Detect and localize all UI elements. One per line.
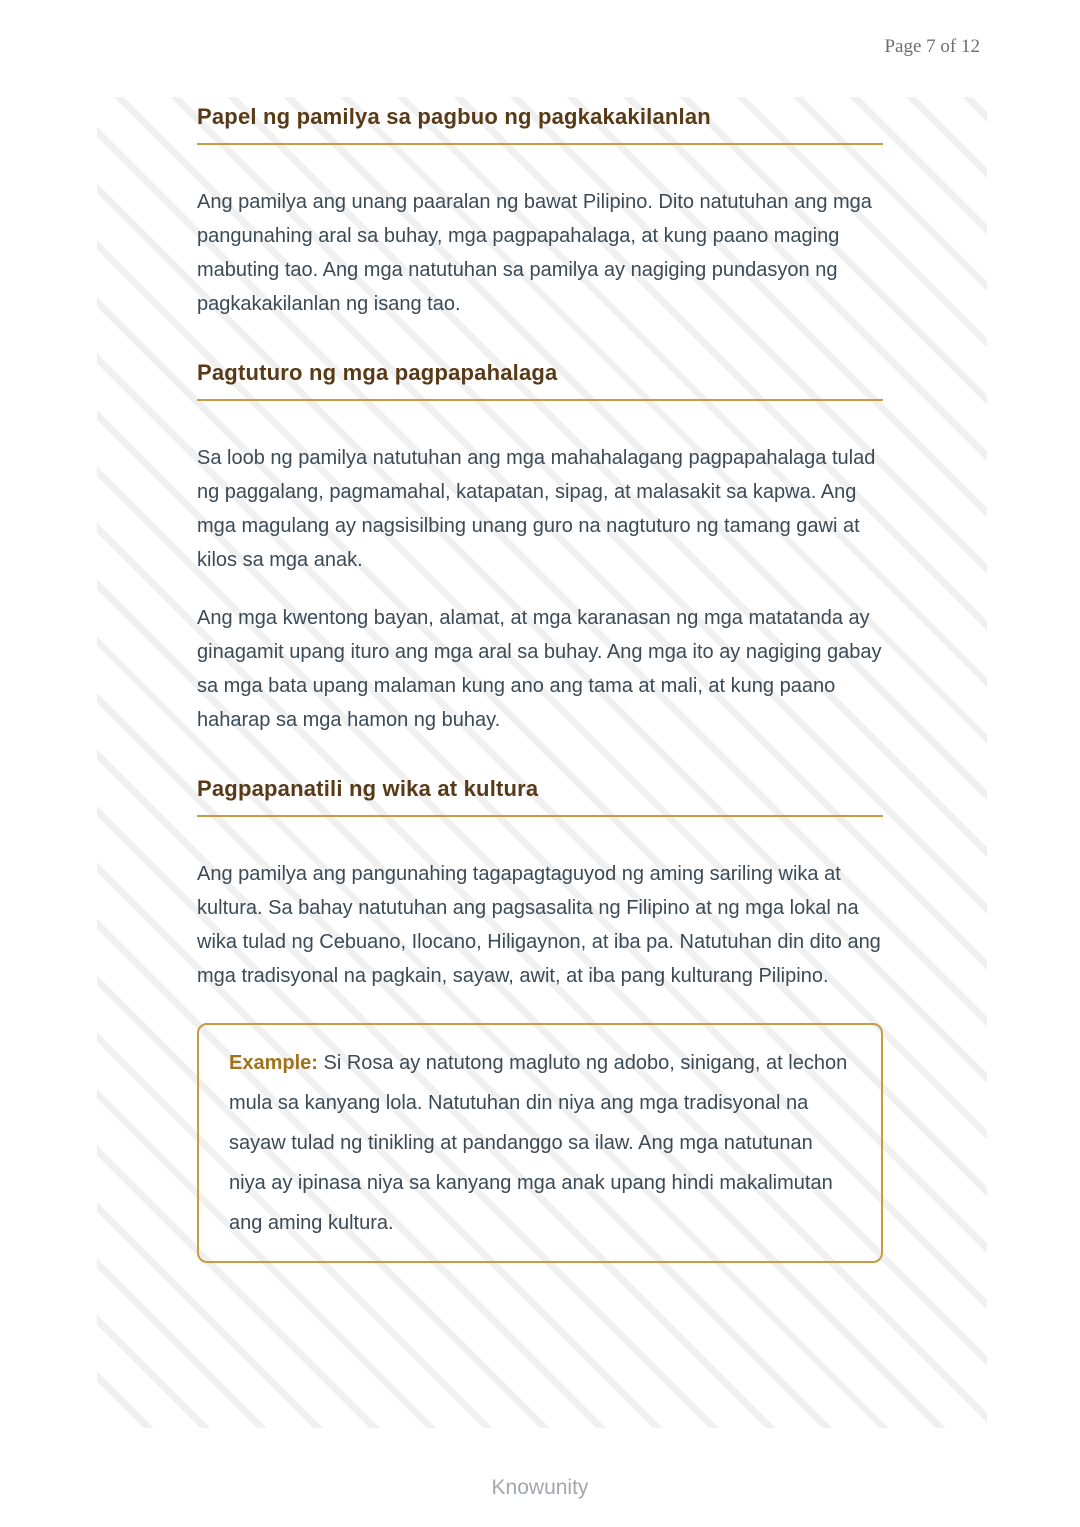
section-title-rule: [197, 399, 883, 401]
document-card: [97, 97, 987, 1428]
section-title-pagpapanatili: Pagpapanatili ng wika at kultura: [197, 776, 539, 801]
paragraph-wika-at-kultura: Ang pamilya ang pangunahing tagapagtaguyod ng aming sariling wika at kultura. Sa bahay natutuhan ang pagsasalita ng Filipino at ng mga lokal na wika tulad ng Cebuano, Ilocano, Hiligaynon, at iba pa. Natutuhan din dito ang mga tradisyonal na pagkain, sayaw, awit, at iba pang kulturang Pilipino.: [197, 863, 881, 987]
section-title-rule: [197, 815, 883, 817]
section-title-papel-ng-pamilya: Papel ng pamilya sa pagbuo ng pagkakakilanlan: [197, 104, 711, 129]
page-number: Page 7 of 12: [884, 36, 980, 57]
paragraph-kwentong-bayan: Ang mga kwentong bayan, alamat, at mga karanasan ng mga matatanda ay ginagamit upang ituro ang mga aral sa buhay. Ang mga ito ay nagiging gabay sa mga bata upang malaman kung ano ang tama at mali, at kung paano haharap sa mga hamon ng buhay.: [197, 607, 882, 731]
paragraph-pagpapahalaga: Sa loob ng pamilya natutuhan ang mga mahahalagang pagpapahalaga tulad ng paggalang, pagmamahal, katapatan, sipag, at malasakit sa kapwa. Ang mga magulang ay nagsisilbing unang guro na nagtuturo ng tamang gawi at kilos sa mga anak.: [197, 447, 876, 571]
example-label: Example:: [229, 1052, 318, 1074]
example-text: [229, 1043, 851, 1243]
section-title-rule: [197, 143, 883, 145]
example-box: [197, 1023, 883, 1263]
example-body: Si Rosa ay natutong magluto ng adobo, sinigang, at lechon mula sa kanyang lola. Natutuhan din niya ang mga tradisyonal na sayaw tulad ng tinikling at pandanggo sa ilaw. Ang mga natutunan niya ay ipinasa niya sa kanyang mga anak upang hindi makalimutan ang aming kultura.: [229, 1052, 848, 1234]
section-title-pagtuturo: Pagtuturo ng mga pagpapahalaga: [197, 360, 558, 385]
footer-brand: Knowunity: [491, 1476, 589, 1499]
paragraph-unang-paaralan: Ang pamilya ang unang paaralan ng bawat Pilipino. Dito natutuhan ang mga pangunahing aral sa buhay, mga pagpapahalaga, at kung paano maging mabuting tao. Ang mga natutuhan sa pamilya ay nagiging pundasyon ng pagkakakilanlan ng isang tao.: [197, 191, 872, 315]
